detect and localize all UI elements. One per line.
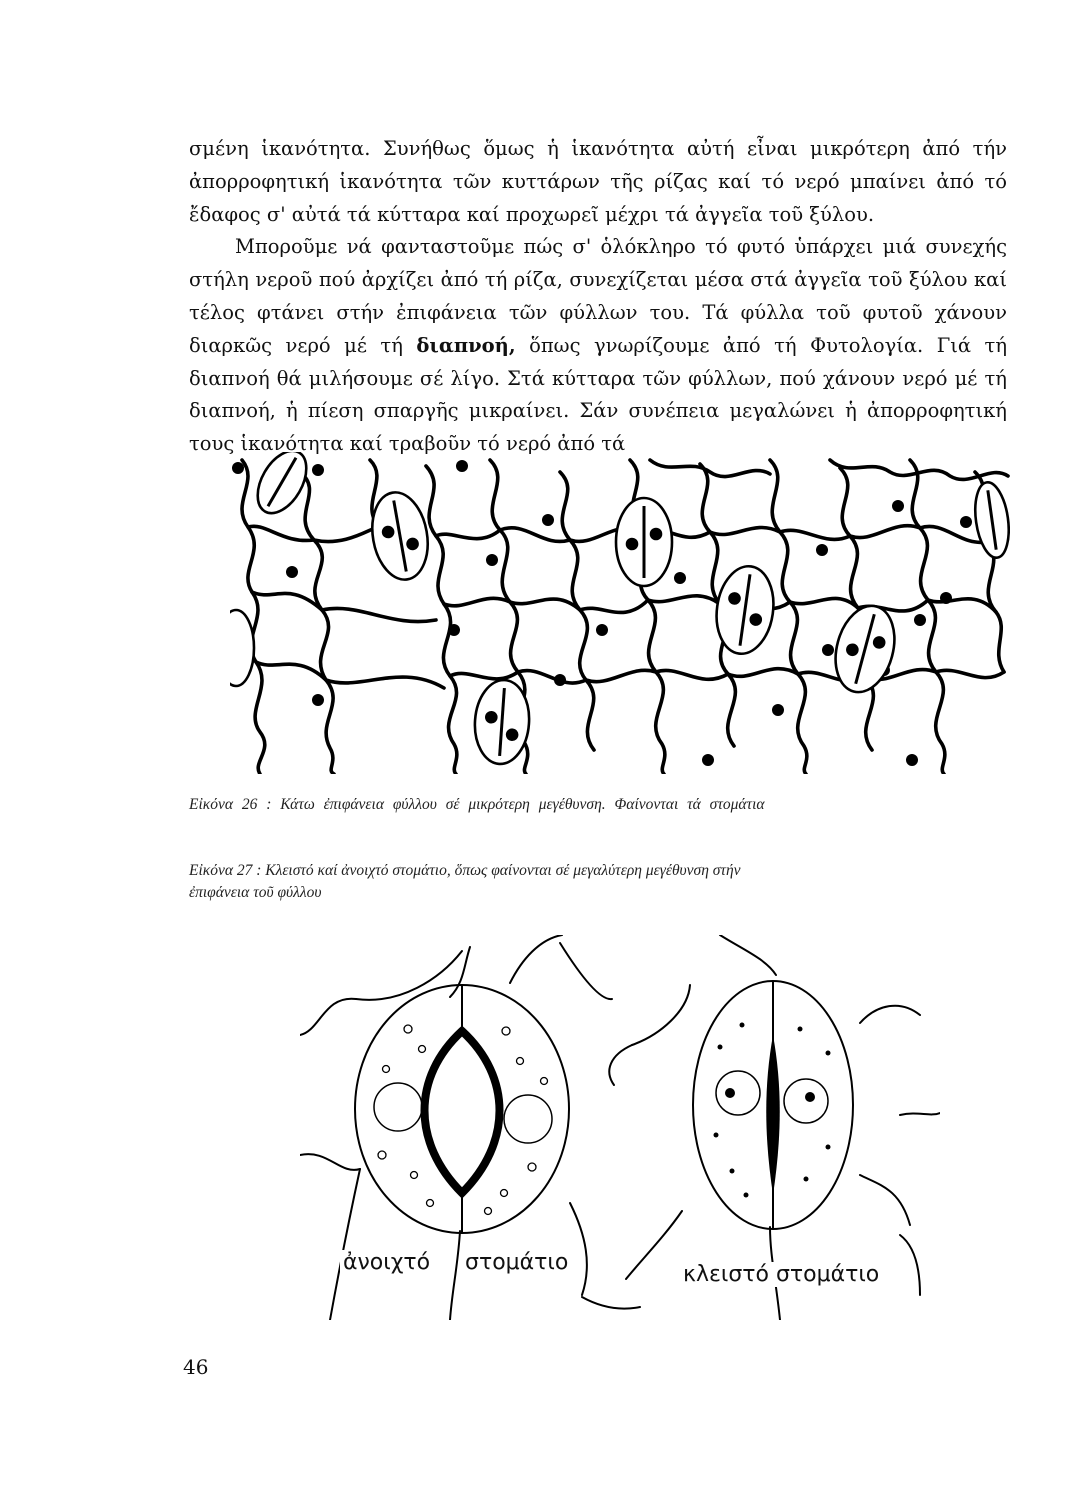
paragraph-2-part-a: Μποροῦμε νά φανταστοῦμε πώς σ' ὁλόκληρο τό φυτό ὑπάρχει μιά συνεχής στήλη νεροῦ πού ἀρχίζει ἀπό τή ρίζα, συνεχίζεται μέσα στά ἀγγεῖα τοῦ ξύλου καί τέλος φτάνει στήν ἐπιφάνεια τῶν φύλλων του. Τά φύλλα τοῦ φυτοῦ χάνουν διαρκῶς νερό μέ τή (189, 235, 1007, 357)
stoma-5 (472, 678, 532, 766)
body-text (189, 133, 1007, 461)
figure-26-caption: Εἰκόνα 26 : Κάτω ἐπιφάνεια φύλλου σέ μικρότερη μεγέθυνση. Φαίνονται τά στομάτια (189, 796, 765, 813)
label-open-word2: στομάτιο (462, 1250, 571, 1275)
paragraph-2 (189, 231, 1007, 461)
stoma-4 (827, 599, 904, 698)
stoma-2 (616, 498, 672, 586)
figure-26-leaf-epidermis (230, 452, 1010, 774)
stoma-1 (366, 488, 434, 584)
stoma-8 (230, 610, 254, 686)
paragraph-1: σμένη ἱκανότητα. Συνήθως ὅμως ἡ ἱκανότητα αὐτή εἶναι μικρότερη ἀπό τήν ἀπορροφητική ἱκανότητα τῶν κυττάρων τῆς ρίζας καί τό νερό μπαίνει ἀπό τό ἔδαφος σ' αὐτά τά κύτταρα καί προχωρεῖ μέχρι τά ἀγγεῖα τοῦ ξύλου. (189, 137, 1007, 226)
label-open-word1: ἀνοιχτό (340, 1250, 433, 1275)
page-number: 46 (183, 1355, 209, 1379)
open-stoma (355, 985, 569, 1233)
closed-stoma (693, 981, 853, 1229)
label-closed: κλειστό στομάτιο (680, 1262, 882, 1287)
figure-27-caption: Εἰκόνα 27 : Κλειστό καί ἀνοιχτό στομάτιο, ὅπως φαίνονται σέ μεγαλύτερη μεγέθυνση στήν ἐπιφάνεια τοῦ φύλλου (189, 862, 741, 901)
paragraph-2-part-b: ὅπως γνωρίζουμε ἀπό τή Φυτολογία. Γιά τή διαπνοή θά μιλήσουμε σέ λίγο. Στά κύτταρα τῶν φύλλων, πού χάνουν νερό μέ τή διαπνοή, ἡ πίεση σπαργῆς μικραίνει. Σάν συνέπεια μεγαλώνει ἡ ἀπορροφητική τους ἱκανότητα καί τραβοῦν τό νερό ἀπό τά (189, 333, 1008, 456)
stoma-7 (971, 480, 1010, 560)
bold-term-transpiration: διαπνοή, (416, 333, 516, 357)
